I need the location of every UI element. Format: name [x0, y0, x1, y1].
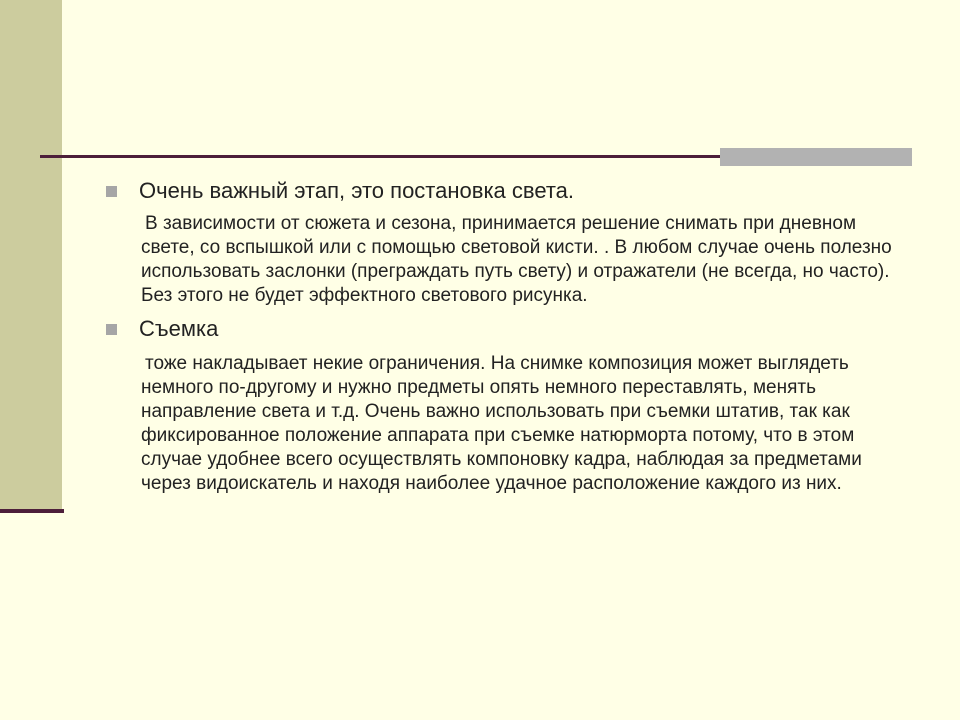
side-band-edge	[0, 509, 64, 513]
bullet-heading: Очень важный этап, это постановка света.	[139, 178, 575, 203]
accent-block	[720, 148, 912, 166]
square-bullet-icon	[106, 186, 117, 197]
bullet-paragraph: В зависимости от сюжета и сезона, принимается решение снимать при дневном свете, со вспышкой или с помощью световой кисти. . В любом случае очень полезно использовать заслонки (преграждать путь свету) и отражатели (не всегда, но часто). Без этого не будет эффектного светового рисунка.	[141, 213, 892, 306]
bullet-paragraph: тоже накладывает некие ограничения. На снимке композиция может выглядеть немного по-другому и нужно предметы опять немного переставлять, менять направление света и т.д. Очень важно использовать при съемки штатив, так как фиксированное положение аппарата при съемке натюрморта потому, что в этом случае удобнее всего осуществлять компоновку кадра, наблюдая за предметами через видоискатель и находя наиболее удачное расположение каждого из них.	[141, 353, 862, 494]
slide-content	[106, 178, 906, 496]
bullet-item	[106, 178, 906, 204]
bullet-heading: Съемка	[139, 316, 219, 341]
bullet-item	[106, 316, 906, 342]
side-band	[0, 0, 62, 512]
square-bullet-icon	[106, 324, 117, 335]
